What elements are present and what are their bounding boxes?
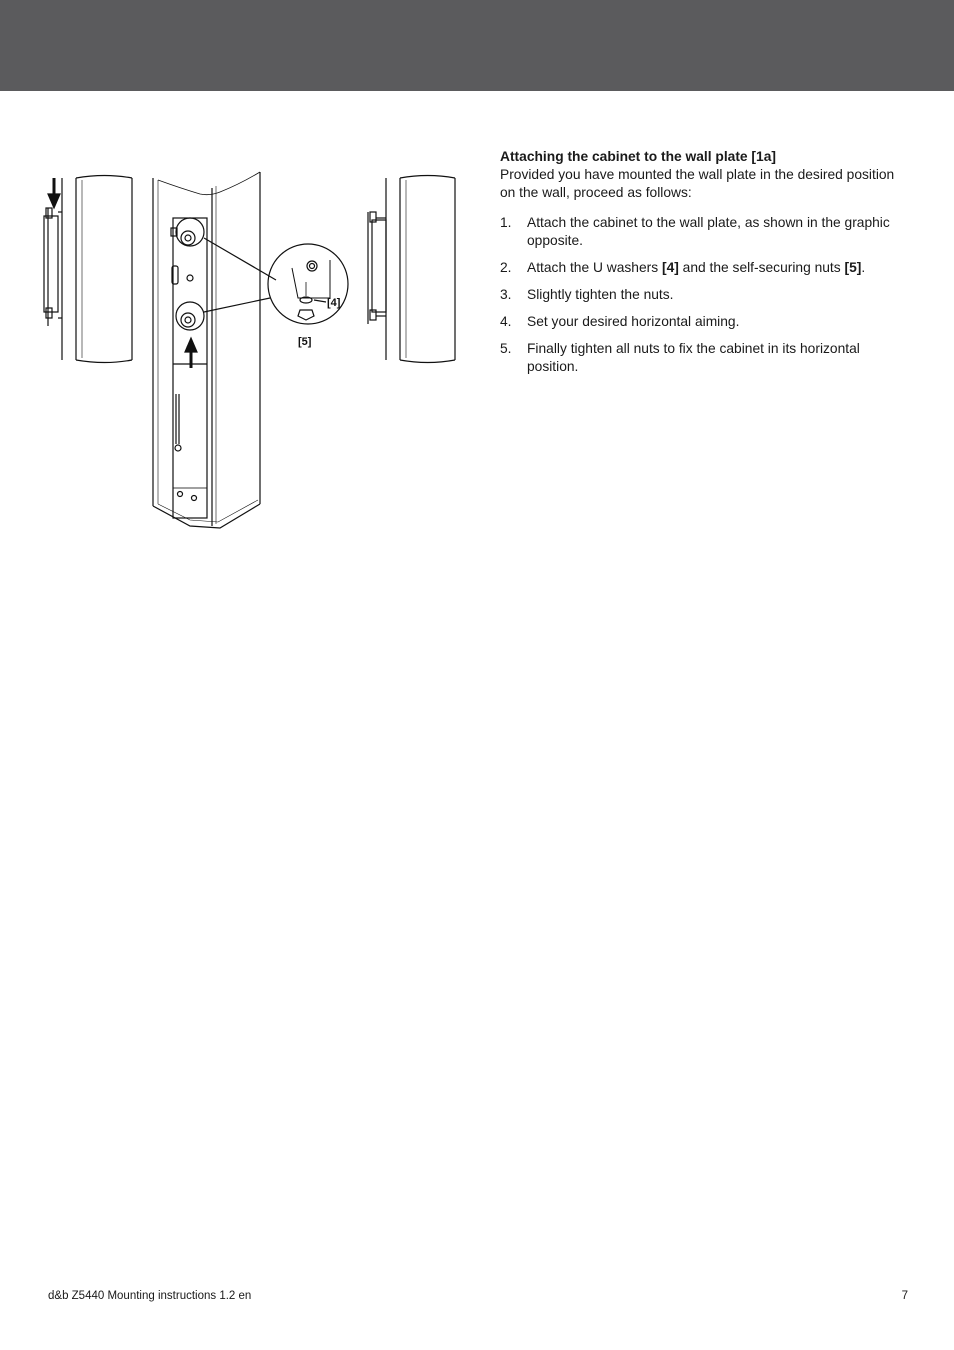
instructions <box>500 148 900 385</box>
step-text: Finally tighten all nuts to fix the cabinet in its horizontal position. <box>527 341 860 374</box>
list-item <box>500 214 900 250</box>
footer-doc-title: d&b Z5440 Mounting instructions 1.2 en <box>48 1290 252 1302</box>
step-number: 4. <box>500 314 512 329</box>
intro-text: Provided you have mounted the wall plate in the desired position on the wall, proceed as follows: <box>500 167 895 200</box>
step-text <box>527 259 900 277</box>
header-bar <box>0 0 954 91</box>
steps-list <box>500 214 900 376</box>
label-nut: [5] <box>298 336 312 348</box>
front-view-column <box>153 172 260 528</box>
list-item <box>500 313 900 331</box>
label-washer: [4] <box>327 297 341 309</box>
detail-magnifier <box>204 238 348 324</box>
step-text: Attach the cabinet to the wall plate, as shown in the graphic opposite. <box>527 215 890 248</box>
mounting-drawing <box>30 168 470 538</box>
step-number: 1. <box>500 215 512 230</box>
side-view-right <box>368 176 455 363</box>
section-title: Attaching the cabinet to the wall plate [1a] <box>500 149 776 164</box>
list-item <box>500 340 900 376</box>
step-text: Set your desired horizontal aiming. <box>527 314 740 329</box>
ref-nut: [5] <box>844 260 862 275</box>
list-item <box>500 286 900 304</box>
step-text-part: Attach the U washers <box>527 260 662 275</box>
step-text-part: . <box>861 260 866 275</box>
step-number: 5. <box>500 341 512 356</box>
step-text-part: and the self-securing nuts <box>678 260 845 275</box>
list-item <box>500 259 900 277</box>
mounting-illustration <box>30 168 470 538</box>
page-number: 7 <box>901 1290 908 1302</box>
step-number: 3. <box>500 287 512 302</box>
side-view-left <box>44 176 132 363</box>
step-text: Slightly tighten the nuts. <box>527 287 674 302</box>
ref-washer: [4] <box>661 260 679 275</box>
step-number: 2. <box>500 260 512 275</box>
